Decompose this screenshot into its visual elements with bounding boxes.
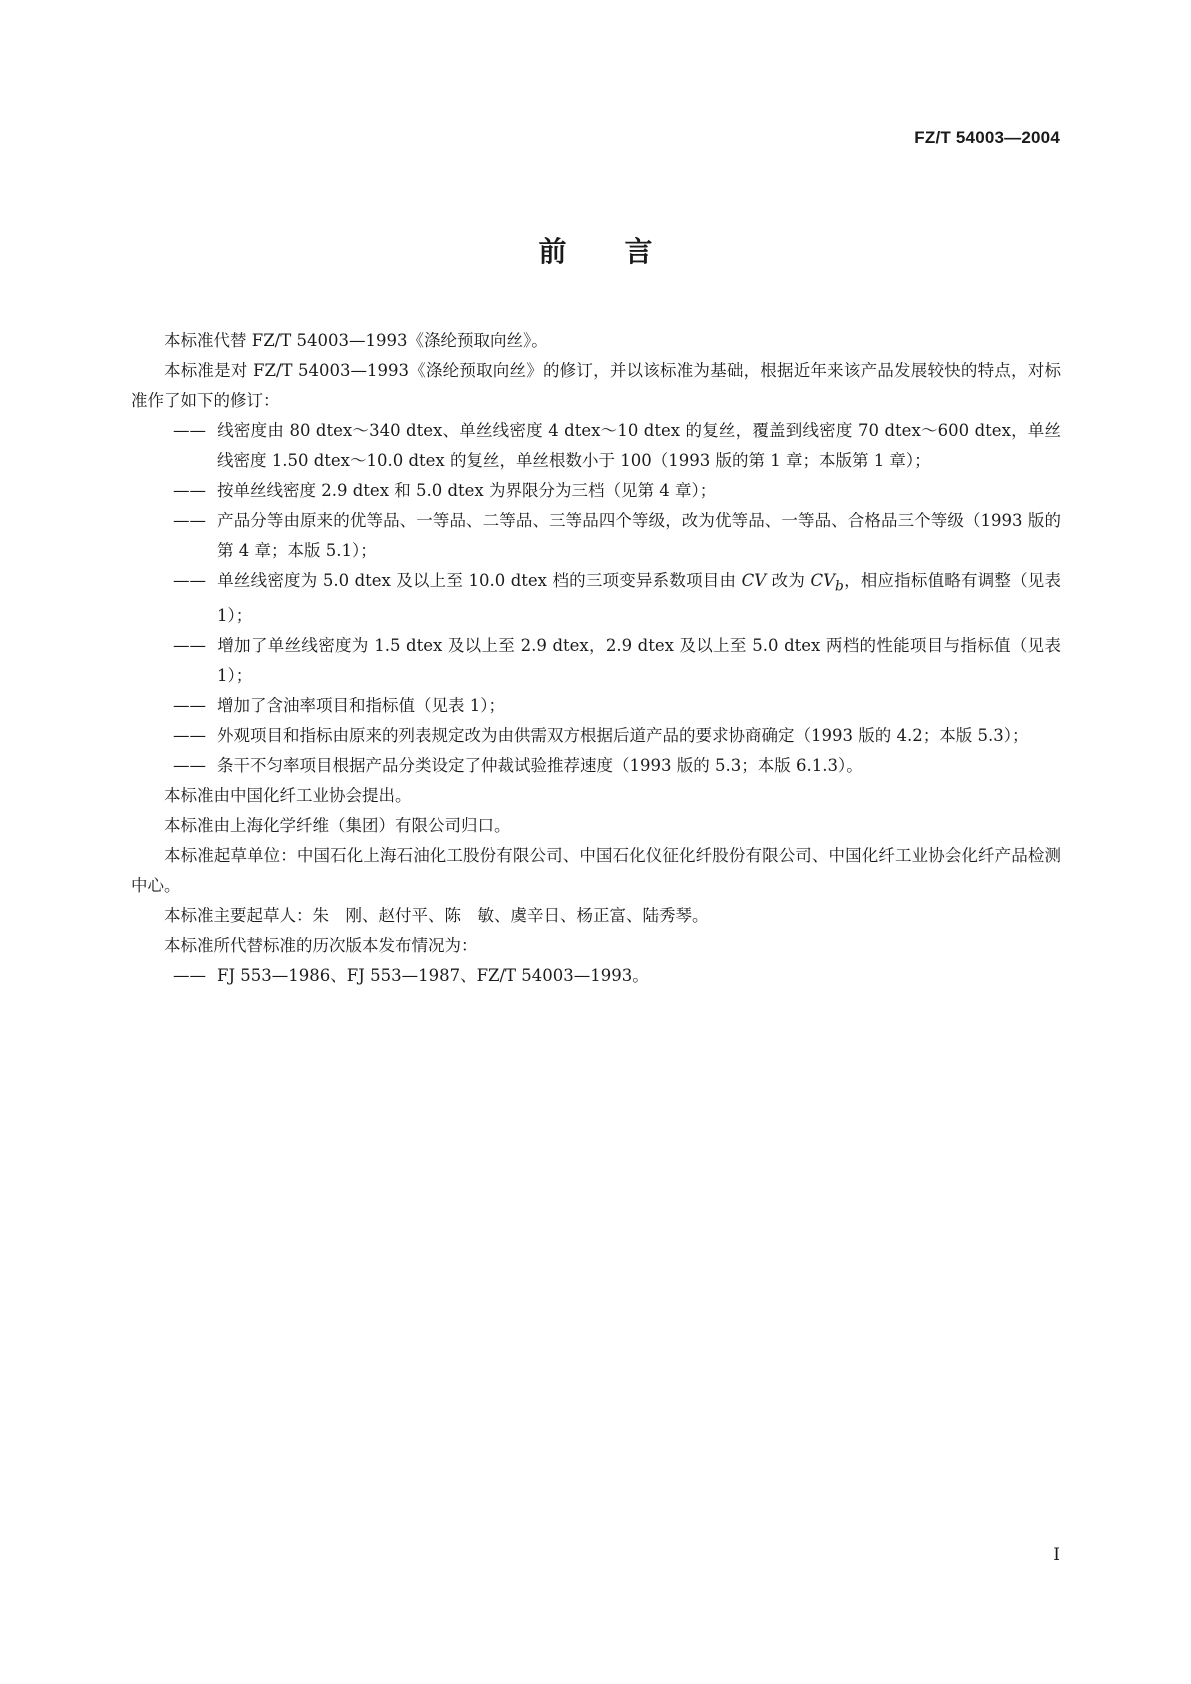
paragraph-administered-by: 本标准由上海化学纤维（集团）有限公司归口。 [164,816,511,836]
foreword-body [131,326,1061,991]
paragraph-history-intro: 本标准所代替标准的历次版本发布情况为： [164,936,478,956]
cvb-symbol: CV [810,571,836,590]
list-item [131,506,1061,566]
cv-text-before: 单丝线密度为 5.0 dtex 及以上至 10.0 dtex 档的三项变异系数项目由 [217,571,742,590]
list-item-text: 产品分等由原来的优等品、一等品、二等品、三等品四个等级，改为优等品、一等品、合格品三个等级（1993 版的第 4 章；本版 5.1）； [217,511,1061,560]
paragraph-drafting-units: 本标准起草单位：中国石化上海石油化工股份有限公司、中国石化仪征化纤股份有限公司、中国化纤工业协会化纤产品检测中心。 [131,846,1061,896]
paragraph-replaces: 本标准代替 FZ/T 54003—1993《涤纶预取向丝》。 [164,331,548,350]
page-number: I [1053,1545,1060,1565]
paragraph-drafters: 本标准主要起草人：朱 刚、赵付平、陈 敏、虞辛日、杨正富、陆秀琴。 [164,906,709,926]
list-item-text: 线密度由 80 dtex～340 dtex、单丝线密度 4 dtex～10 dtex 的复丝，覆盖到线密度 70 dtex～600 dtex，单丝线密度 1.50 dtex～10.0 dtex 的复丝，单丝根数小于 100（1993 版的第 1 章；本版第 1 章）； [217,421,1061,470]
dash-marker: —— [173,756,206,776]
list-item [131,721,1061,751]
list-item-text: FJ 553—1986、FJ 553—1987、FZ/T 54003—1993。 [217,966,649,986]
dash-marker: —— [173,511,206,530]
cv-text-middle: 改为 [766,571,811,590]
standard-code: FZ/T 54003—2004 [914,128,1060,147]
dash-marker: —— [173,421,206,440]
list-item-text: 增加了单丝线密度为 1.5 dtex 及以上至 2.9 dtex，2.9 dtex 及以上至 5.0 dtex 两档的性能项目与指标值（见表 1）； [217,636,1061,686]
list-item-cv [131,566,1061,631]
paragraph-revision-intro: 本标准是对 FZ/T 54003—1993《涤纶预取向丝》的修订，并以该标准为基础，根据近年来该产品发展较快的特点，对标准作了如下的修订： [131,361,1061,410]
list-item-text: 条干不匀率项目根据产品分类设定了仲裁试验推荐速度（1993 版的 5.3；本版 6.1.3）。 [217,756,863,776]
dash-marker: —— [173,726,206,746]
list-item-text: 外观项目和指标由原来的列表规定改为由供需双方根据后道产品的要求协商确定（1993 版的 4.2；本版 5.3）； [217,726,1029,746]
cv-text-after: ，相应指标值略有调整（见表 1）； [217,571,1062,626]
list-item-text: 增加了含油率项目和指标值（见表 1）； [217,696,505,716]
list-item [131,416,1061,476]
list-item [131,631,1061,691]
page-title [0,230,1191,270]
dash-marker: —— [173,966,206,986]
cv-symbol: CV [741,571,767,590]
list-item [131,691,1061,721]
list-item-text: 按单丝线密度 2.9 dtex 和 5.0 dtex 为界限分为三档（见第 4 章）； [217,481,717,500]
paragraph-proposed-by: 本标准由中国化纤工业协会提出。 [164,786,412,806]
list-item [131,751,1061,781]
title-char-1: 前 [538,235,567,268]
title-char-2: 言 [624,235,653,268]
dash-marker: —— [173,696,206,716]
cvb-subscript: b [835,578,844,595]
list-item-history [131,961,1061,991]
dash-marker: —— [173,481,206,500]
dash-marker: —— [173,636,206,656]
dash-marker: —— [173,571,206,590]
list-item [131,476,1061,506]
